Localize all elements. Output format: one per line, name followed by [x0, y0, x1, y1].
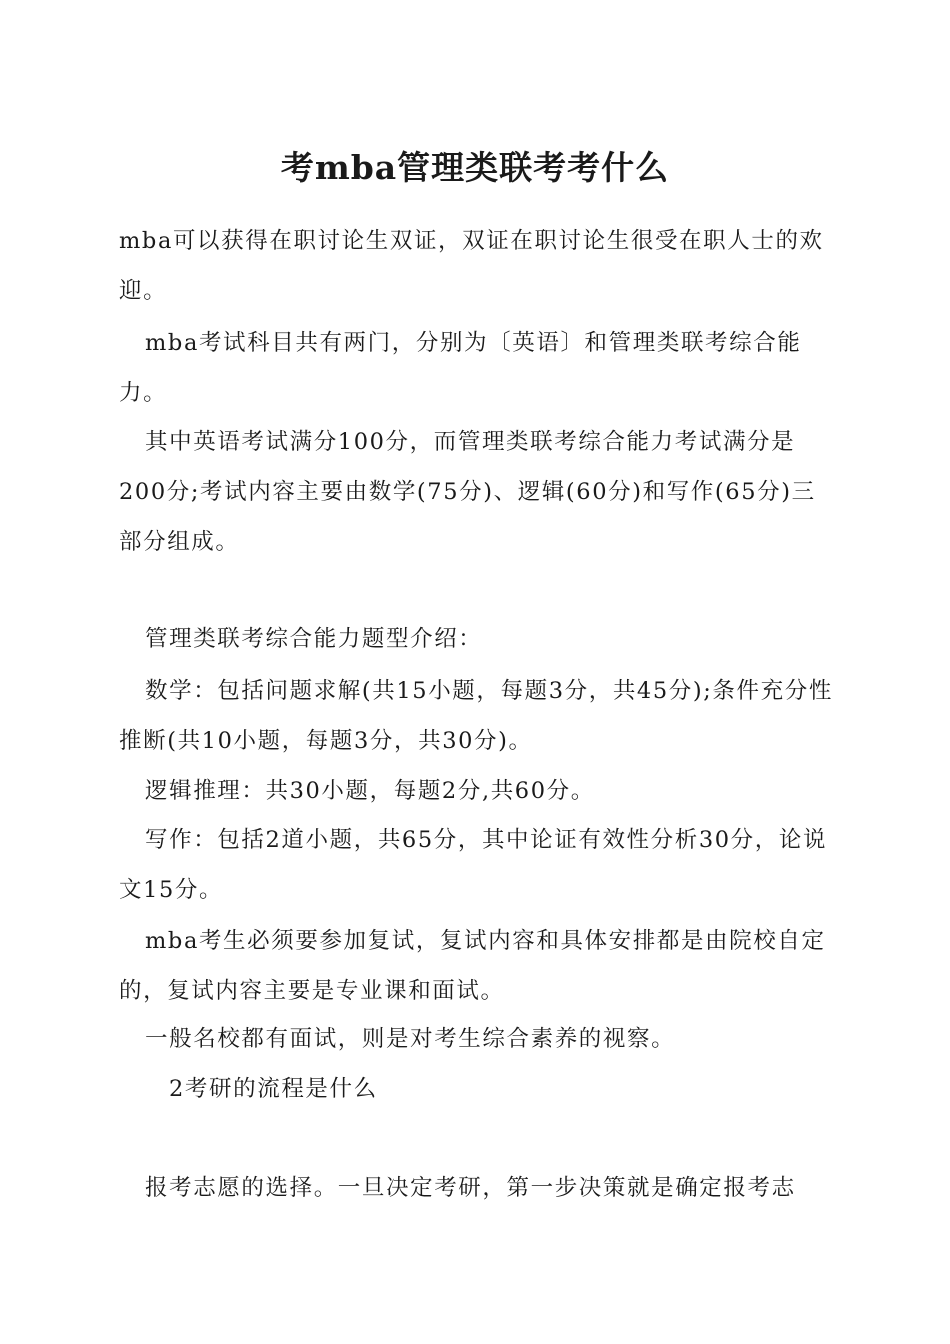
paragraph-mba-dual-certificate: mba可以获得在职讨论生双证，双证在职讨论生很受在职人士的欢迎。	[119, 228, 824, 304]
paragraph-math-section: 数学：包括问题求解(共15小题，每题3分，共45分);条件充分性推断(共10小题，每题3分，共30分)。	[119, 678, 833, 754]
paragraph-score-distribution: 其中英语考试满分100分，而管理类联考综合能力考试满分是200分;考试内容主要由数学(75分)、逻辑(60分)和写作(65分)三部分组成。	[119, 429, 816, 555]
paragraph-exam-subjects: mba考试科目共有两门，分别为〔英语〕和管理类联考综合能力。	[119, 330, 802, 406]
section-heading-process: 2考研的流程是什么	[169, 1076, 378, 1102]
paragraph-writing-section: 写作：包括2道小题，共65分，其中论证有效性分析30分，论说文15分。	[119, 827, 828, 903]
paragraph-interview: 一般名校都有面试，则是对考生综合素养的视察。	[145, 1026, 676, 1052]
document-title: 考mba管理类联考考什么	[280, 148, 670, 187]
paragraph-retest: mba考生必须要参加复试，复试内容和具体安排都是由院校自定的，复试内容主要是专业课和面试。	[119, 928, 826, 1004]
paragraph-logic-section: 逻辑推理：共30小题，每题2分,共60分。	[145, 778, 595, 804]
paragraph-choose-target: 报考志愿的选择。一旦决定考研，第一步决策就是确定报考志	[145, 1175, 796, 1201]
paragraph-question-types-heading: 管理类联考综合能力题型介绍：	[145, 626, 483, 652]
